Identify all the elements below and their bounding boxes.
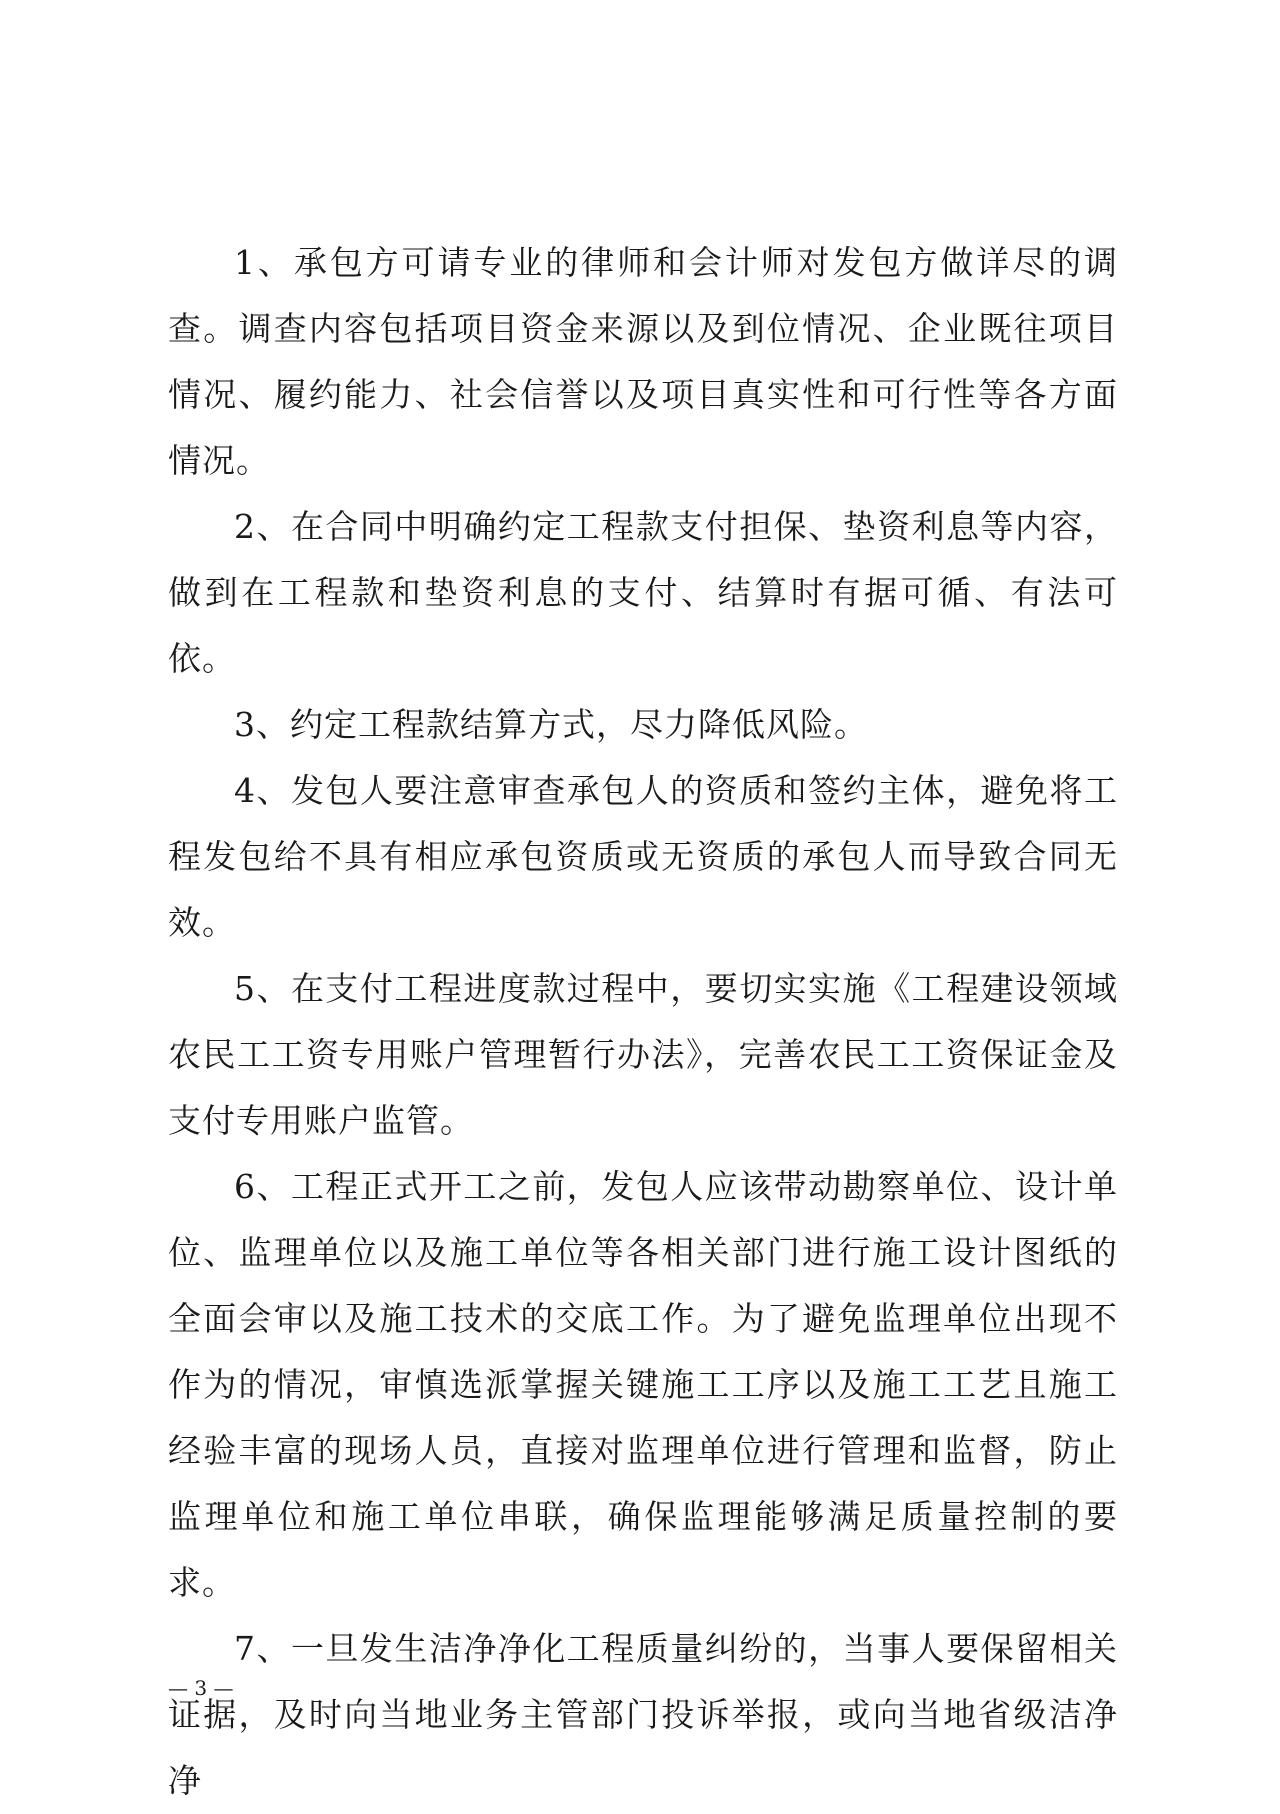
paragraph-6: 6、工程正式开工之前，发包人应该带动勘察单位、设计单位、监理单位以及施工单位等各相关部门进行施工设计图纸的全面会审以及施工技术的交底工作。为了避免监理单位出现不作为的情况，审慎选派掌握关键施工工序以及施工工艺且施工经验丰富的现场人员，直接对监理单位进行管理和监督，防止监理单位和施工单位串联，确保监理能够满足质量控制的要求。 — [168, 1167, 1118, 1602]
paragraph-4: 4、发包人要注意审查承包人的资质和签约主体，避免将工程发包给不具有相应承包资质或无资质的承包人而导致合同无效。 — [168, 771, 1118, 942]
page-number: — 3 — — [168, 1676, 234, 1700]
paragraph-3: 3、约定工程款结算方式，尽力降低风险。 — [234, 705, 868, 744]
document-body — [168, 230, 1118, 1814]
paragraph-5: 5、在支付工程进度款过程中，要切实实施《工程建设领域农民工工资专用账户管理暂行办法》，完善农民工工资保证金及支付专用账户监管。 — [168, 969, 1118, 1140]
paragraph-1: 1、承包方可请专业的律师和会计师对发包方做详尽的调查。调查内容包括项目资金来源以及到位情况、企业既往项目情况、履约能力、社会信誉以及项目真实性和可行性等各方面情况。 — [168, 243, 1118, 480]
paragraph-7: 7、一旦发生洁净净化工程质量纠纷的，当事人要保留相关证据，及时向当地业务主管部门投诉举报，或向当地省级洁净净 — [168, 1629, 1118, 1800]
paragraph-2: 2、在合同中明确约定工程款支付担保、垫资利息等内容，做到在工程款和垫资利息的支付、结算时有据可循、有法可依。 — [168, 507, 1118, 678]
